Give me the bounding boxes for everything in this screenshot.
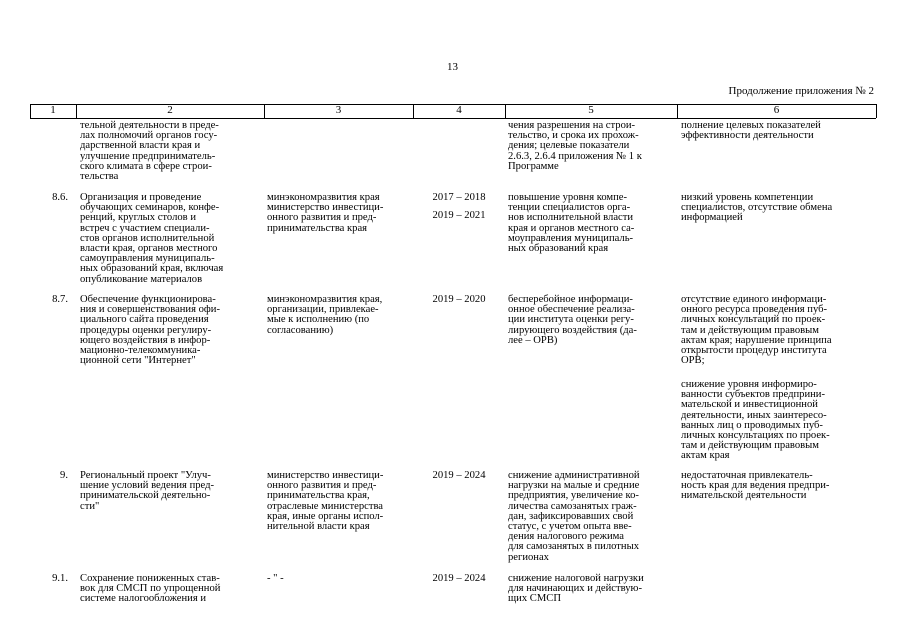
text-line: ОРВ;	[681, 355, 705, 367]
consequences-text	[681, 121, 876, 141]
period-text: 2017 – 2018	[432, 192, 486, 203]
result-text	[508, 193, 676, 254]
text-line: для самозанятых в пилотных	[508, 541, 639, 553]
text-line: ность края для ведения предпри-	[681, 480, 830, 492]
text-line: открытости процедур института	[681, 345, 827, 357]
text-line: министерство инвестици-	[267, 202, 384, 214]
measure-text	[80, 295, 262, 366]
column-number-5: 5	[588, 104, 594, 116]
period-text: 2019 – 2020	[432, 294, 486, 305]
text-line: там и действующим правовым	[681, 324, 819, 336]
executor-text	[267, 471, 413, 532]
row-number: 9.	[60, 470, 68, 481]
row-number: 8.7.	[52, 294, 68, 305]
text-line: Сохранение пониженных став-	[80, 573, 220, 584]
text-line: принимательства края,	[267, 490, 370, 502]
page-number: 13	[447, 61, 458, 73]
text-line: ных образований края, включая	[80, 263, 224, 275]
col-divider	[876, 104, 877, 118]
text-line: деятельности, иных заинтересо-	[681, 409, 827, 421]
text-line: - " -	[267, 573, 284, 584]
executor-text	[267, 193, 413, 234]
text-line: нительной власти края	[267, 521, 370, 533]
text-line: принимательства края	[267, 222, 368, 234]
text-line: ции института оценки регу-	[508, 314, 634, 326]
text-line: тельство, и срока их прохож-	[508, 130, 639, 142]
executor-text	[267, 574, 413, 584]
text-line: ванных лиц о проводимых пуб-	[681, 419, 823, 431]
consequences-text	[681, 295, 876, 366]
period-text: 2019 – 2024	[432, 573, 486, 584]
text-line: Организация и проведение	[80, 192, 202, 203]
text-line: ных образований края	[508, 243, 609, 255]
text-line: ского климата в сфере строи-	[80, 160, 212, 172]
text-line: обучающих семинаров, конфе-	[80, 202, 220, 214]
text-line: мационно-телекоммуника-	[80, 345, 201, 357]
text-line: дарственной власти края и	[80, 140, 201, 152]
column-number-6: 6	[773, 104, 780, 116]
measure-text	[80, 193, 262, 285]
measure-text	[80, 471, 262, 512]
text-line: снижение уровня информиро-	[681, 379, 817, 390]
consequences-text	[681, 193, 876, 224]
text-line: онного развития и пред-	[267, 212, 377, 224]
text-line: ренций, круглых столов и	[80, 212, 196, 224]
text-line: улучшение предприниматель-	[80, 150, 216, 162]
text-line: моуправления муниципаль-	[508, 232, 634, 244]
text-line: онного развития и пред-	[267, 480, 377, 492]
text-line: ционной сети "Интернет"	[80, 355, 196, 367]
result-text	[508, 121, 676, 172]
text-line: шение условий ведения пред-	[80, 480, 215, 492]
text-line: мательской и инвестиционной	[681, 399, 818, 411]
executor-text	[267, 295, 413, 336]
column-number-2: 2	[167, 104, 173, 116]
text-line: личества самозанятых граж-	[508, 500, 637, 512]
text-line: процедуры оценки регулиру-	[80, 324, 212, 336]
text-line: дения налогового режима	[508, 531, 624, 543]
text-line: 2.6.3, 2.6.4 приложения № 1 к	[508, 150, 642, 162]
text-line: нагрузки на малые и средние	[508, 480, 640, 492]
text-line: предприятия, увеличение ко-	[508, 490, 639, 502]
text-line: эффективности деятельности	[681, 130, 814, 142]
result-text	[508, 295, 676, 346]
period-text: 2019 – 2021	[432, 210, 486, 221]
column-number-1: 1	[50, 104, 56, 116]
text-line: ванности субъектов предприни-	[681, 389, 826, 401]
header-bottom-rule	[30, 118, 876, 119]
text-line: снижение административной	[508, 470, 640, 481]
text-line: полнение целевых показателей	[681, 120, 821, 131]
text-line: власти края, органов местного	[80, 243, 218, 255]
text-line: встреч с участием специали-	[80, 222, 210, 234]
consequences-text-extra	[681, 380, 876, 462]
text-line: для начинающих и действую-	[508, 583, 642, 595]
text-line: ющего воздействия в инфор-	[80, 334, 211, 346]
text-line: организации, привлекае-	[267, 304, 379, 316]
text-line: актам края	[681, 450, 730, 462]
text-line: Программе	[508, 160, 559, 172]
column-number-4: 4	[456, 104, 462, 116]
row-number: 9.1.	[52, 573, 68, 584]
text-line: минэкономразвития края	[267, 192, 380, 203]
text-line: лее – ОРВ)	[508, 334, 558, 346]
text-line: стов органов исполнительной	[80, 232, 215, 244]
text-line: вок для СМСП по упрощенной	[80, 583, 221, 595]
text-line: недостаточная привлекатель-	[681, 470, 813, 481]
text-line: чения разрешения на строи-	[508, 120, 636, 131]
text-line: личных консультациях по проек-	[681, 430, 830, 442]
text-line: опубликование материалов	[80, 273, 203, 285]
column-number-3: 3	[335, 104, 342, 116]
text-line: снижение налоговой нагрузки	[508, 573, 644, 584]
text-line: бесперебойное информаци-	[508, 294, 633, 305]
text-line: отсутствие единого информаци-	[681, 294, 827, 305]
text-line: тельной деятельности в преде-	[80, 120, 219, 131]
measure-text	[80, 574, 262, 605]
text-line: нов исполнительной власти	[508, 212, 634, 224]
text-line: края и органов местного са-	[508, 222, 635, 234]
text-line: отраслевые министерства	[267, 500, 384, 512]
text-line: дан, зафиксировавших свой	[508, 510, 634, 522]
measure-text	[80, 121, 262, 182]
text-line: информацией	[681, 212, 743, 224]
consequences-text	[681, 471, 876, 502]
text-line: самоуправления муниципаль-	[80, 253, 215, 265]
text-line: повышение уровня компе-	[508, 192, 628, 203]
period-text: 2019 – 2024	[432, 470, 486, 481]
text-line: согласованию)	[267, 324, 334, 336]
text-line: ния и совершенствования офи-	[80, 304, 220, 316]
text-line: лирующего воздействия (да-	[508, 324, 637, 336]
text-line: мые к исполнению (по	[267, 314, 370, 326]
text-line: низкий уровень компетенции	[681, 192, 814, 203]
text-line: тенции специалистов орга-	[508, 202, 631, 214]
appendix-continuation-caption: Продолжение приложения № 2	[728, 85, 874, 97]
text-line: края, иные органы испол-	[267, 510, 384, 522]
text-line: актам края; нарушение принципа	[681, 334, 832, 346]
text-line: тельства	[80, 171, 119, 183]
text-line: минэкономразвития края,	[267, 294, 383, 305]
text-line: специалистов, отсутствие обмена	[681, 202, 833, 214]
text-line: министерство инвестици-	[267, 470, 384, 481]
text-line: лах полномочий органов госу-	[80, 130, 218, 142]
result-text	[508, 574, 676, 605]
result-text	[508, 471, 676, 563]
text-line: системе налогообложения и	[80, 593, 207, 605]
text-line: Региональный проект "Улуч-	[80, 470, 211, 481]
text-line: Обеспечение функционирова-	[80, 294, 216, 305]
text-line: онного ресурса проведения пуб-	[681, 304, 828, 316]
text-line: статус, с учетом опыта вве-	[508, 521, 632, 533]
text-line: нимательской деятельности	[681, 490, 807, 502]
text-line: циального сайта проведения	[80, 314, 209, 326]
text-line: регионах	[508, 551, 549, 563]
text-line: принимательской деятельно-	[80, 490, 211, 502]
text-line: онное обеспечение реализа-	[508, 304, 635, 316]
text-line: там и действующим правовым	[681, 440, 819, 452]
row-number: 8.6.	[52, 192, 68, 203]
text-line: дения; целевые показатели	[508, 140, 630, 152]
text-line: щих СМСП	[508, 593, 561, 605]
text-line: сти"	[80, 500, 100, 512]
text-line: личных консультаций по проек-	[681, 314, 826, 326]
